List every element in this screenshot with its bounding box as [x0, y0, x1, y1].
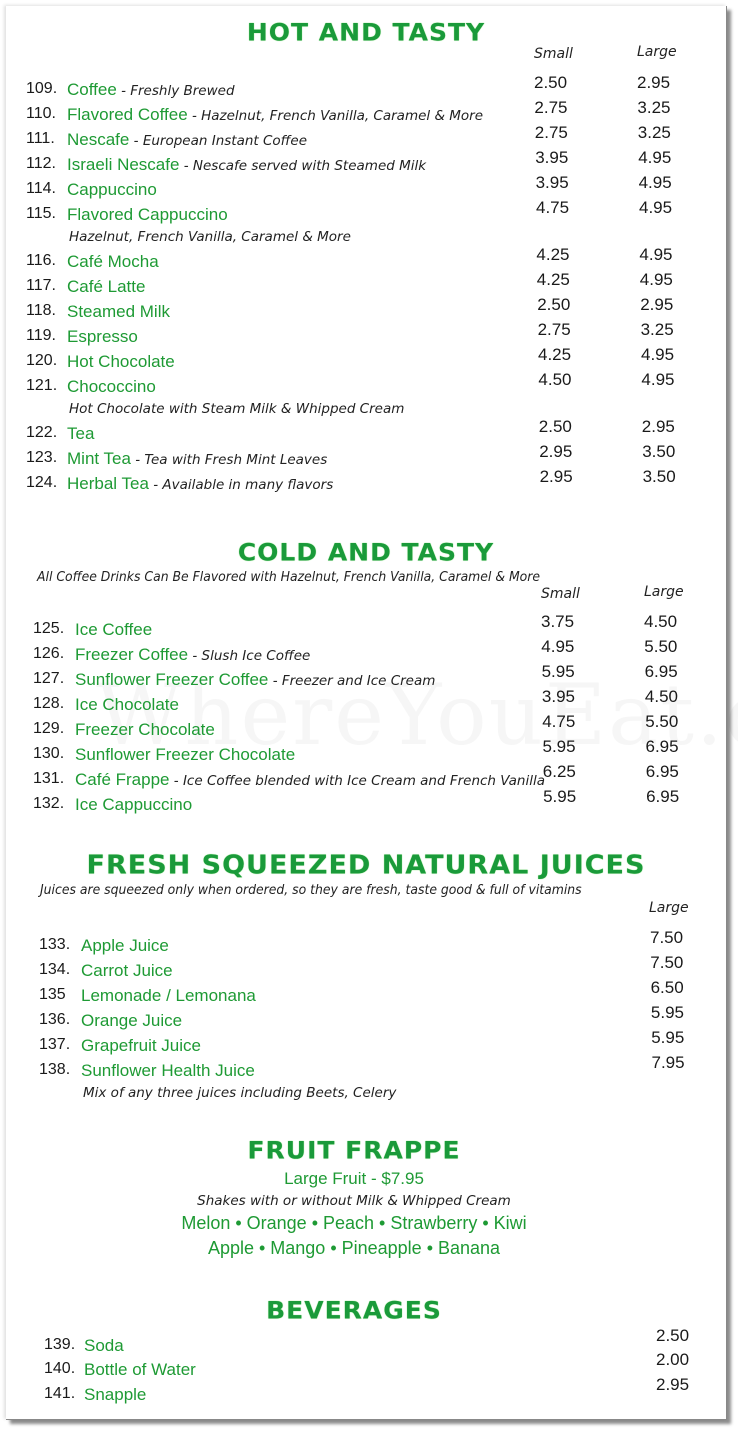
item-number: 132. — [33, 795, 65, 812]
item-sub-description: Mix of any three juices including Beets, Celery — [83, 1085, 397, 1101]
item-number: 120. — [26, 352, 58, 369]
item-name: Bottle of Water — [84, 1360, 196, 1379]
item-number: 119. — [26, 327, 56, 344]
item-name: Israeli Nescafe — [67, 155, 180, 174]
menu-item-row — [26, 424, 716, 448]
item-name: Ice Chocolate — [75, 695, 179, 714]
item-name: Freezer Chocolate — [75, 720, 215, 739]
price-small: 5.95 — [541, 662, 575, 681]
price-large: 4.95 — [639, 270, 673, 289]
item-name: Soda — [84, 1336, 124, 1355]
item-name: Grapefruit Juice — [81, 1036, 201, 1055]
price-small: 4.95 — [541, 637, 575, 656]
item-name-line — [67, 302, 170, 322]
item-name-line — [67, 130, 307, 150]
price-small: 2.95 — [539, 442, 573, 461]
item-number: 141. — [44, 1385, 76, 1402]
item-name: Freezer Coffee — [75, 645, 189, 664]
price-large: 2.95 — [640, 295, 674, 314]
item-number: 127. — [33, 670, 65, 687]
item-name: Mint Tea — [67, 449, 131, 468]
menu-item-row — [26, 377, 716, 401]
item-description: - Tea with Fresh Mint Leaves — [130, 452, 328, 468]
section-title: BEVERAGES — [266, 1296, 442, 1325]
item-name: Ice Cappuccino — [75, 795, 193, 814]
menu-item-row — [26, 252, 716, 276]
item-name-line — [67, 377, 156, 397]
price-small: 2.75 — [537, 320, 571, 339]
price-large: 3.25 — [637, 98, 671, 117]
item-name-line — [75, 745, 295, 765]
item-number: 128. — [33, 695, 65, 712]
menu-page — [6, 6, 727, 1420]
menu-item-row — [44, 1360, 734, 1384]
price-large: 6.95 — [645, 737, 679, 756]
price-large: 5.95 — [651, 1028, 685, 1047]
item-name-line — [81, 936, 169, 956]
item-name-line — [84, 1360, 196, 1380]
item-name-line — [84, 1385, 146, 1405]
item-number: 125. — [33, 620, 65, 637]
price-large: 7.95 — [651, 1053, 685, 1072]
item-description: - Ice Coffee blended with Ice Cream and French Vanilla — [169, 773, 545, 789]
item-number: 117. — [26, 277, 56, 294]
price-large: 2.95 — [641, 417, 675, 436]
item-number: 137. — [39, 1036, 71, 1053]
price-large: 3.25 — [637, 123, 671, 142]
price-large: 4.50 — [644, 687, 678, 706]
item-name: Café Frappe — [75, 770, 170, 789]
item-number: 115. — [26, 205, 56, 222]
item-name-line — [75, 620, 152, 640]
item-name-line — [81, 1011, 182, 1031]
price-large: 4.95 — [638, 148, 672, 167]
item-number: 121. — [26, 377, 58, 394]
menu-item-row — [39, 1011, 729, 1035]
price-small: 2.50 — [537, 295, 571, 314]
item-name: Herbal Tea — [67, 474, 149, 493]
item-name-line — [81, 986, 256, 1006]
price-large: 4.95 — [638, 173, 672, 192]
price-small: 3.95 — [535, 148, 569, 167]
item-name-line — [75, 645, 310, 665]
item-name-line — [81, 961, 173, 981]
column-header-large: Large — [649, 900, 689, 916]
price-large: 3.50 — [642, 442, 676, 461]
section-title: FRUIT FRAPPE — [247, 1136, 461, 1165]
menu-item-row — [26, 130, 716, 154]
item-number: 138. — [39, 1061, 71, 1078]
price-small: 3.95 — [535, 173, 569, 192]
menu-item-row — [26, 80, 716, 104]
item-number: 126. — [33, 645, 65, 662]
item-name: Carrot Juice — [81, 961, 173, 980]
price-large: 5.50 — [645, 712, 679, 731]
section-title: HOT AND TASTY — [246, 18, 486, 47]
item-name-line — [75, 720, 215, 740]
item-name-line — [84, 1336, 124, 1356]
item-number: 136. — [39, 1011, 71, 1028]
menu-item-row — [44, 1336, 734, 1360]
price-small: 2.75 — [534, 98, 568, 117]
item-name-line — [81, 1061, 255, 1081]
menu-item-row — [26, 474, 716, 498]
item-number: 139. — [44, 1336, 76, 1353]
menu-item-row — [33, 795, 723, 819]
item-name-line — [75, 670, 435, 690]
item-name-line — [67, 449, 327, 469]
item-number: 116. — [26, 252, 56, 269]
column-header-large: Large — [637, 44, 677, 60]
section-title: FRESH SQUEEZED NATURAL JUICES — [86, 850, 646, 881]
column-header-small: Small — [534, 46, 573, 62]
menu-item-row — [33, 720, 723, 744]
item-name: Espresso — [67, 327, 138, 346]
price-large: 4.95 — [641, 345, 675, 364]
item-name-line — [75, 795, 192, 815]
menu-item-row — [33, 645, 723, 669]
item-number: 123. — [26, 449, 58, 466]
item-number: 131. — [33, 770, 65, 787]
item-name: Orange Juice — [81, 1011, 183, 1030]
item-name: Ice Coffee — [75, 620, 153, 639]
price-small: 3.95 — [541, 687, 575, 706]
item-name: Coffee — [67, 80, 117, 99]
price: 2.95 — [656, 1375, 690, 1394]
menu-item-row — [33, 770, 723, 794]
frappe-price: Large Fruit - $7.95 — [284, 1169, 424, 1188]
item-name: Tea — [67, 424, 95, 443]
item-number: 140. — [44, 1360, 76, 1377]
price-large: 6.95 — [644, 662, 678, 681]
item-name-line — [67, 155, 426, 175]
price-large: 5.50 — [644, 637, 678, 656]
menu-item-row — [26, 302, 716, 326]
menu-item-row — [39, 986, 729, 1010]
item-sub-description: Hazelnut, French Vanilla, Caramel & More — [69, 229, 351, 245]
price-large: 7.50 — [650, 928, 684, 947]
menu-item-row — [33, 695, 723, 719]
menu-item-row — [39, 1036, 729, 1060]
item-number: 135 — [39, 986, 66, 1003]
item-name-line — [67, 80, 235, 100]
price-large: 3.50 — [642, 467, 676, 486]
item-name-line — [67, 105, 483, 125]
item-name-line — [75, 770, 545, 790]
price-large: 7.50 — [650, 953, 684, 972]
item-description: - Hazelnut, French Vanilla, Caramel & More — [187, 108, 484, 124]
item-name: Chococcino — [67, 377, 156, 396]
item-name-line — [67, 277, 145, 297]
menu-item-row — [26, 327, 716, 351]
frappe-fruits-line-1: Melon • Orange • Peach • Strawberry • Kiwi — [181, 1213, 527, 1233]
item-number: 112. — [26, 155, 56, 172]
item-name: Café Latte — [67, 277, 146, 296]
price-small: 5.95 — [542, 737, 576, 756]
section-title: COLD AND TASTY — [237, 538, 495, 567]
item-name: Apple Juice — [81, 936, 169, 955]
item-name: Steamed Milk — [67, 302, 170, 321]
price: 2.50 — [656, 1326, 690, 1345]
section-note: Juices are squeezed only when ordered, so they are fresh, taste good & full of vitamins — [40, 882, 582, 898]
item-name: Flavored Cappuccino — [67, 205, 228, 224]
item-name: Snapple — [84, 1385, 147, 1404]
item-description: - Available in many flavors — [148, 477, 334, 493]
menu-item-row — [26, 180, 716, 204]
price-small: 4.75 — [536, 198, 570, 217]
item-number: 122. — [26, 424, 58, 441]
menu-item-row — [26, 449, 716, 473]
price-large: 4.50 — [644, 612, 678, 631]
price-large: 5.95 — [650, 1003, 684, 1022]
item-name: Cappuccino — [67, 180, 157, 199]
item-name-line — [67, 180, 157, 200]
item-description: - Freshly Brewed — [116, 83, 235, 99]
item-number: 109. — [26, 80, 58, 97]
menu-item-row — [26, 352, 716, 376]
menu-item-row — [44, 1385, 734, 1409]
item-number: 133. — [39, 936, 71, 953]
item-number: 110. — [26, 105, 56, 122]
price-small: 4.25 — [536, 270, 570, 289]
price-large: 3.25 — [640, 320, 674, 339]
price-small: 6.25 — [542, 762, 576, 781]
item-name-line — [67, 424, 94, 444]
item-name-line — [75, 695, 179, 715]
menu-item-row — [26, 277, 716, 301]
price-large: 6.95 — [645, 762, 679, 781]
item-name-line — [67, 252, 159, 272]
item-number: 114. — [26, 180, 56, 197]
price-large: 6.50 — [650, 978, 684, 997]
item-name: Nescafe — [67, 130, 130, 149]
price-small: 4.25 — [538, 345, 572, 364]
price-small: 2.50 — [534, 73, 568, 92]
price-small: 3.75 — [541, 612, 575, 631]
price-small: 5.95 — [543, 787, 577, 806]
item-number: 118. — [26, 302, 56, 319]
item-name: Flavored Coffee — [67, 105, 188, 124]
column-header-large: Large — [644, 584, 684, 600]
menu-item-row — [33, 670, 723, 694]
item-number: 129. — [33, 720, 65, 737]
item-name: Sunflower Health Juice — [81, 1061, 255, 1080]
menu-item-row — [39, 936, 729, 960]
menu-item-row — [26, 155, 716, 179]
item-name: Lemonade / Lemonana — [81, 986, 256, 1005]
item-name-line — [67, 474, 333, 494]
item-number: 111. — [26, 130, 55, 147]
menu-item-row — [33, 620, 723, 644]
price-large: 4.95 — [639, 245, 673, 264]
price-large: 6.95 — [646, 787, 680, 806]
item-description: - European Instant Coffee — [129, 133, 308, 149]
item-sub-description: Hot Chocolate with Steam Milk & Whipped Cream — [69, 401, 405, 417]
price-large: 4.95 — [641, 370, 675, 389]
section-note: All Coffee Drinks Can Be Flavored with Hazelnut, French Vanilla, Caramel & More — [37, 569, 541, 585]
price-large: 4.95 — [639, 198, 673, 217]
frappe-note: Shakes with or without Milk & Whipped Cream — [197, 1193, 511, 1209]
menu-item-row — [33, 745, 723, 769]
column-header-small: Small — [541, 586, 580, 602]
frappe-fruits-line-2: Apple • Mango • Pineapple • Banana — [207, 1238, 501, 1258]
price-small: 4.50 — [538, 370, 572, 389]
menu-item-row — [26, 105, 716, 129]
price-large: 2.95 — [637, 73, 671, 92]
item-number: 130. — [33, 745, 65, 762]
item-name-line — [81, 1036, 201, 1056]
item-name-line — [67, 352, 175, 372]
price-small: 2.75 — [534, 123, 568, 142]
price-small: 2.50 — [538, 417, 572, 436]
item-name: Sunflower Freezer Coffee — [75, 670, 269, 689]
item-description: - Nescafe served with Steamed Milk — [179, 158, 427, 174]
item-number: 124. — [26, 474, 58, 491]
menu-item-row — [39, 1061, 729, 1085]
item-name: Hot Chocolate — [67, 352, 175, 371]
item-name: Café Mocha — [67, 252, 159, 271]
item-name-line — [67, 205, 228, 225]
price-small: 2.95 — [539, 467, 573, 486]
menu-item-row — [26, 205, 716, 229]
price: 2.00 — [656, 1350, 690, 1369]
item-description: - Freezer and Ice Cream — [268, 673, 436, 689]
item-number: 134. — [39, 961, 71, 978]
menu-item-row — [39, 961, 729, 985]
price-small: 4.75 — [542, 712, 576, 731]
item-name-line — [67, 327, 138, 347]
price-small: 4.25 — [536, 245, 570, 264]
item-description: - Slush Ice Coffee — [188, 648, 311, 664]
item-name: Sunflower Freezer Chocolate — [75, 745, 296, 764]
